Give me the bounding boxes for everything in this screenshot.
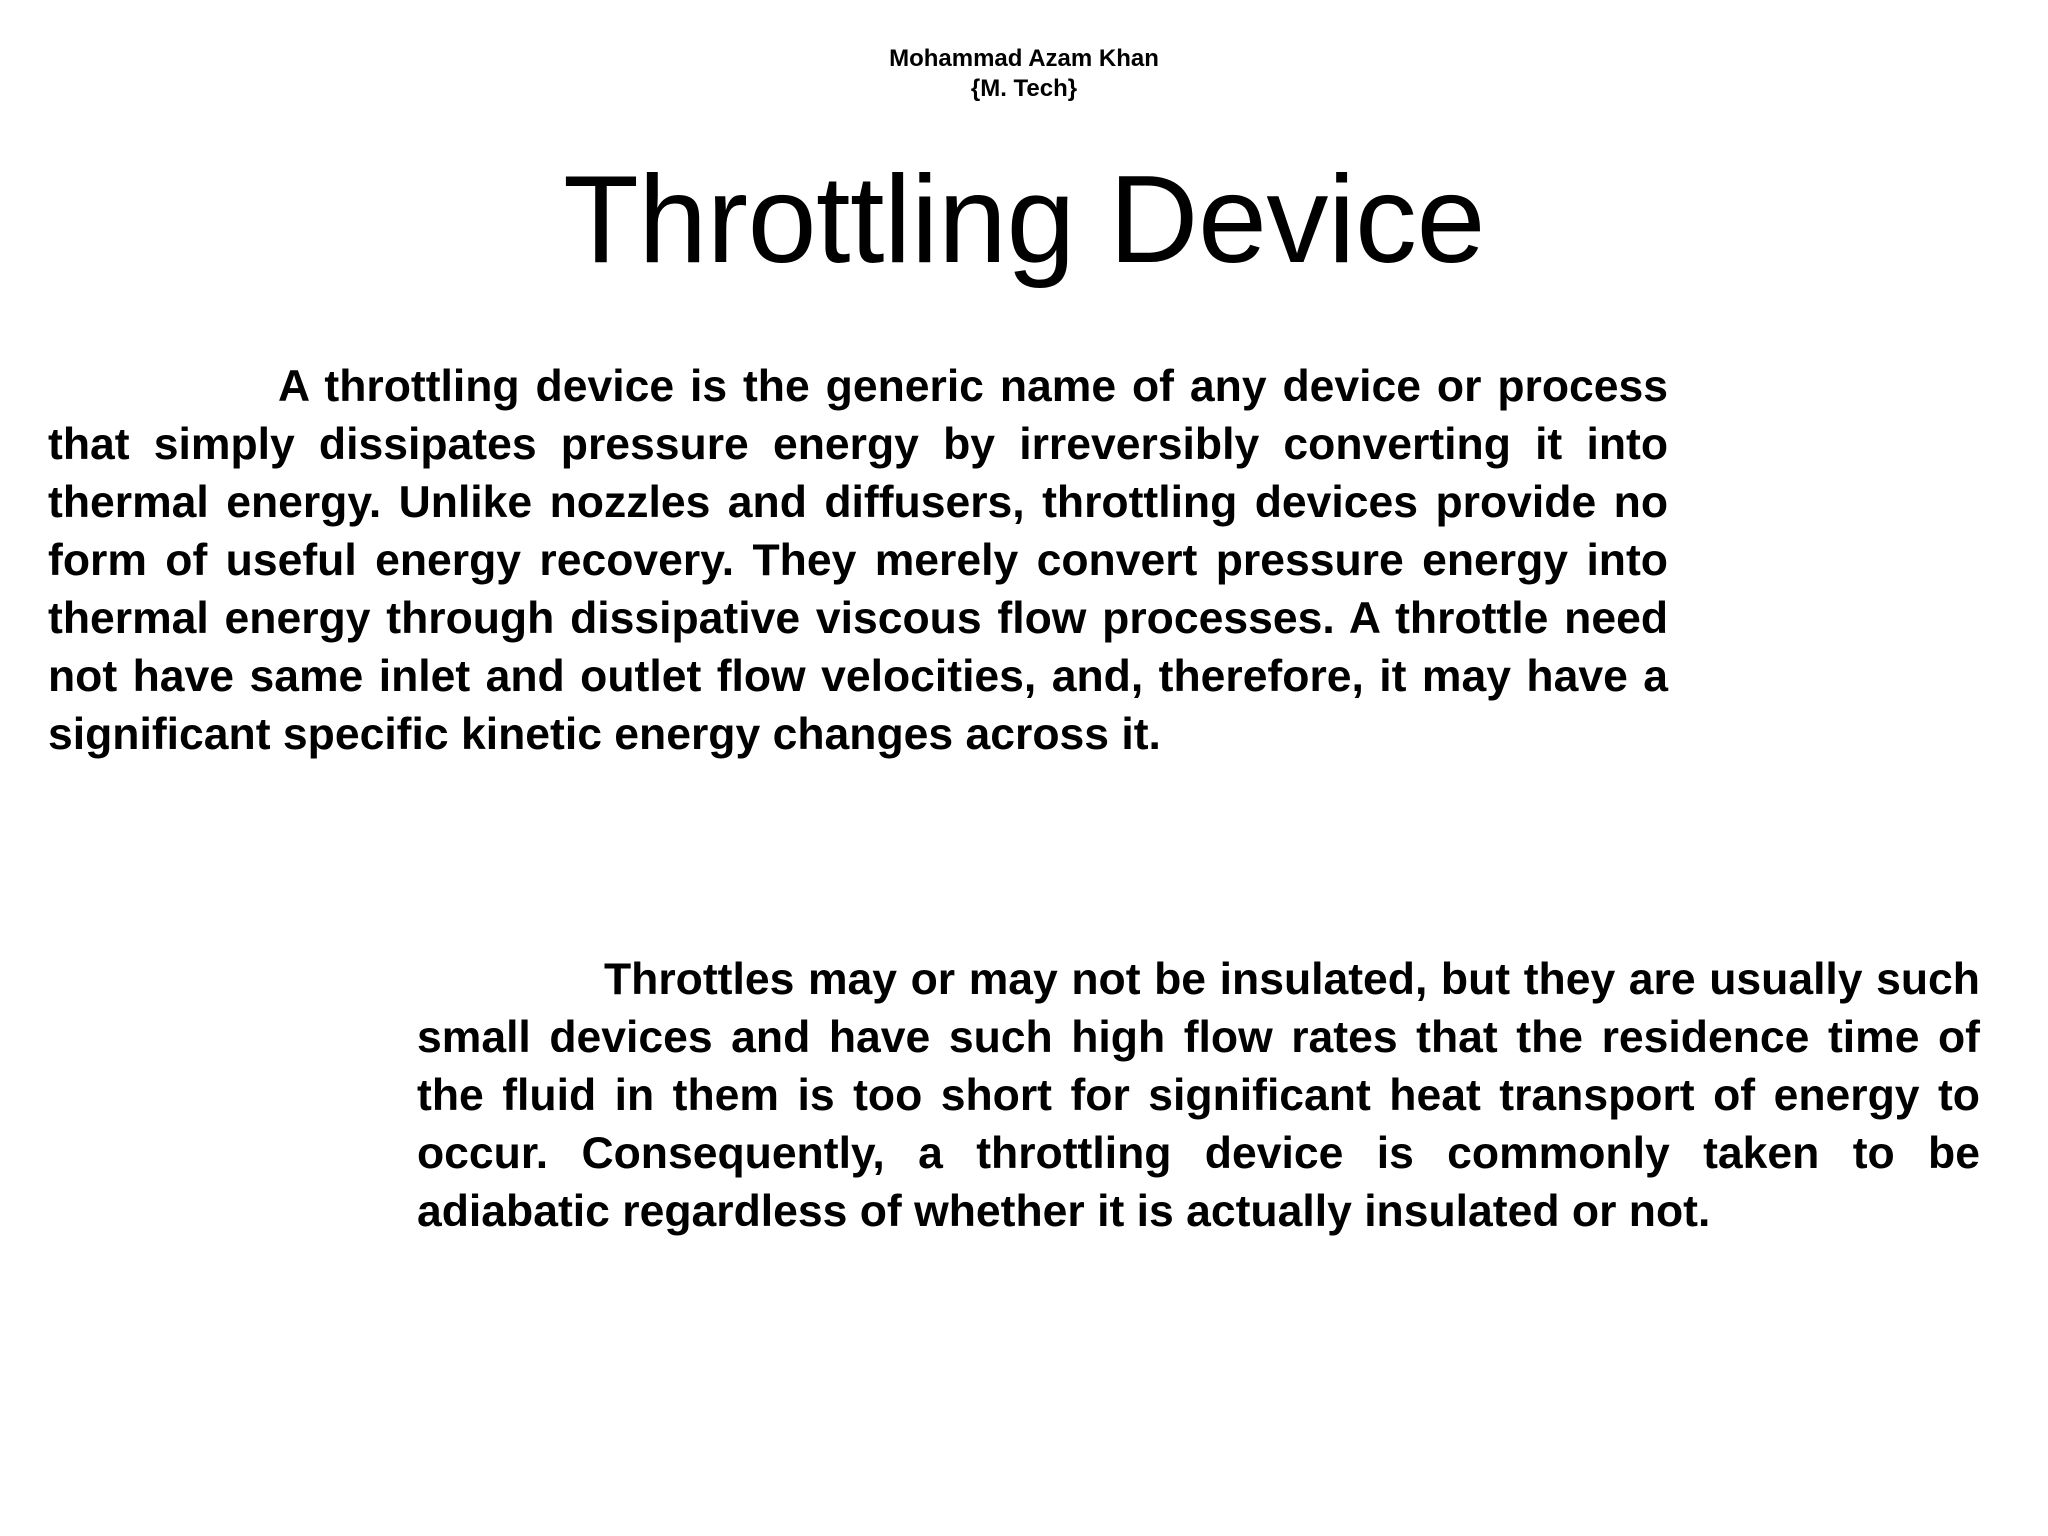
page-title: Throttling Device (563, 151, 1485, 289)
author-block (0, 44, 2048, 104)
author-name: Mohammad Azam Khan (889, 45, 1159, 72)
paragraph-definition: A throttling device is the generic name of any device or process that simply dissipates pressure energy by irreversibly converting it into thermal energy. Unlike nozzles and diffusers, throttling devices provide no form of useful energy recovery. They merely convert pressure energy into thermal energy through dissipative viscous flow processes. A throttle need not have same inlet and outlet flow velocities, and, therefore, it may have a significant specific kinetic energy changes across it. (48, 362, 1668, 759)
paragraph-adiabatic: Throttles may or may not be insulated, but they are usually such small devices and have such high flow rates that the residence time of the fluid in them is too short for significant heat transport of energy to occur. Consequently, a throttling device is commonly taken to be adiabatic regardless of whether it is actually insulated or not. (417, 955, 1980, 1236)
author-degree: {M. Tech} (970, 75, 1078, 102)
